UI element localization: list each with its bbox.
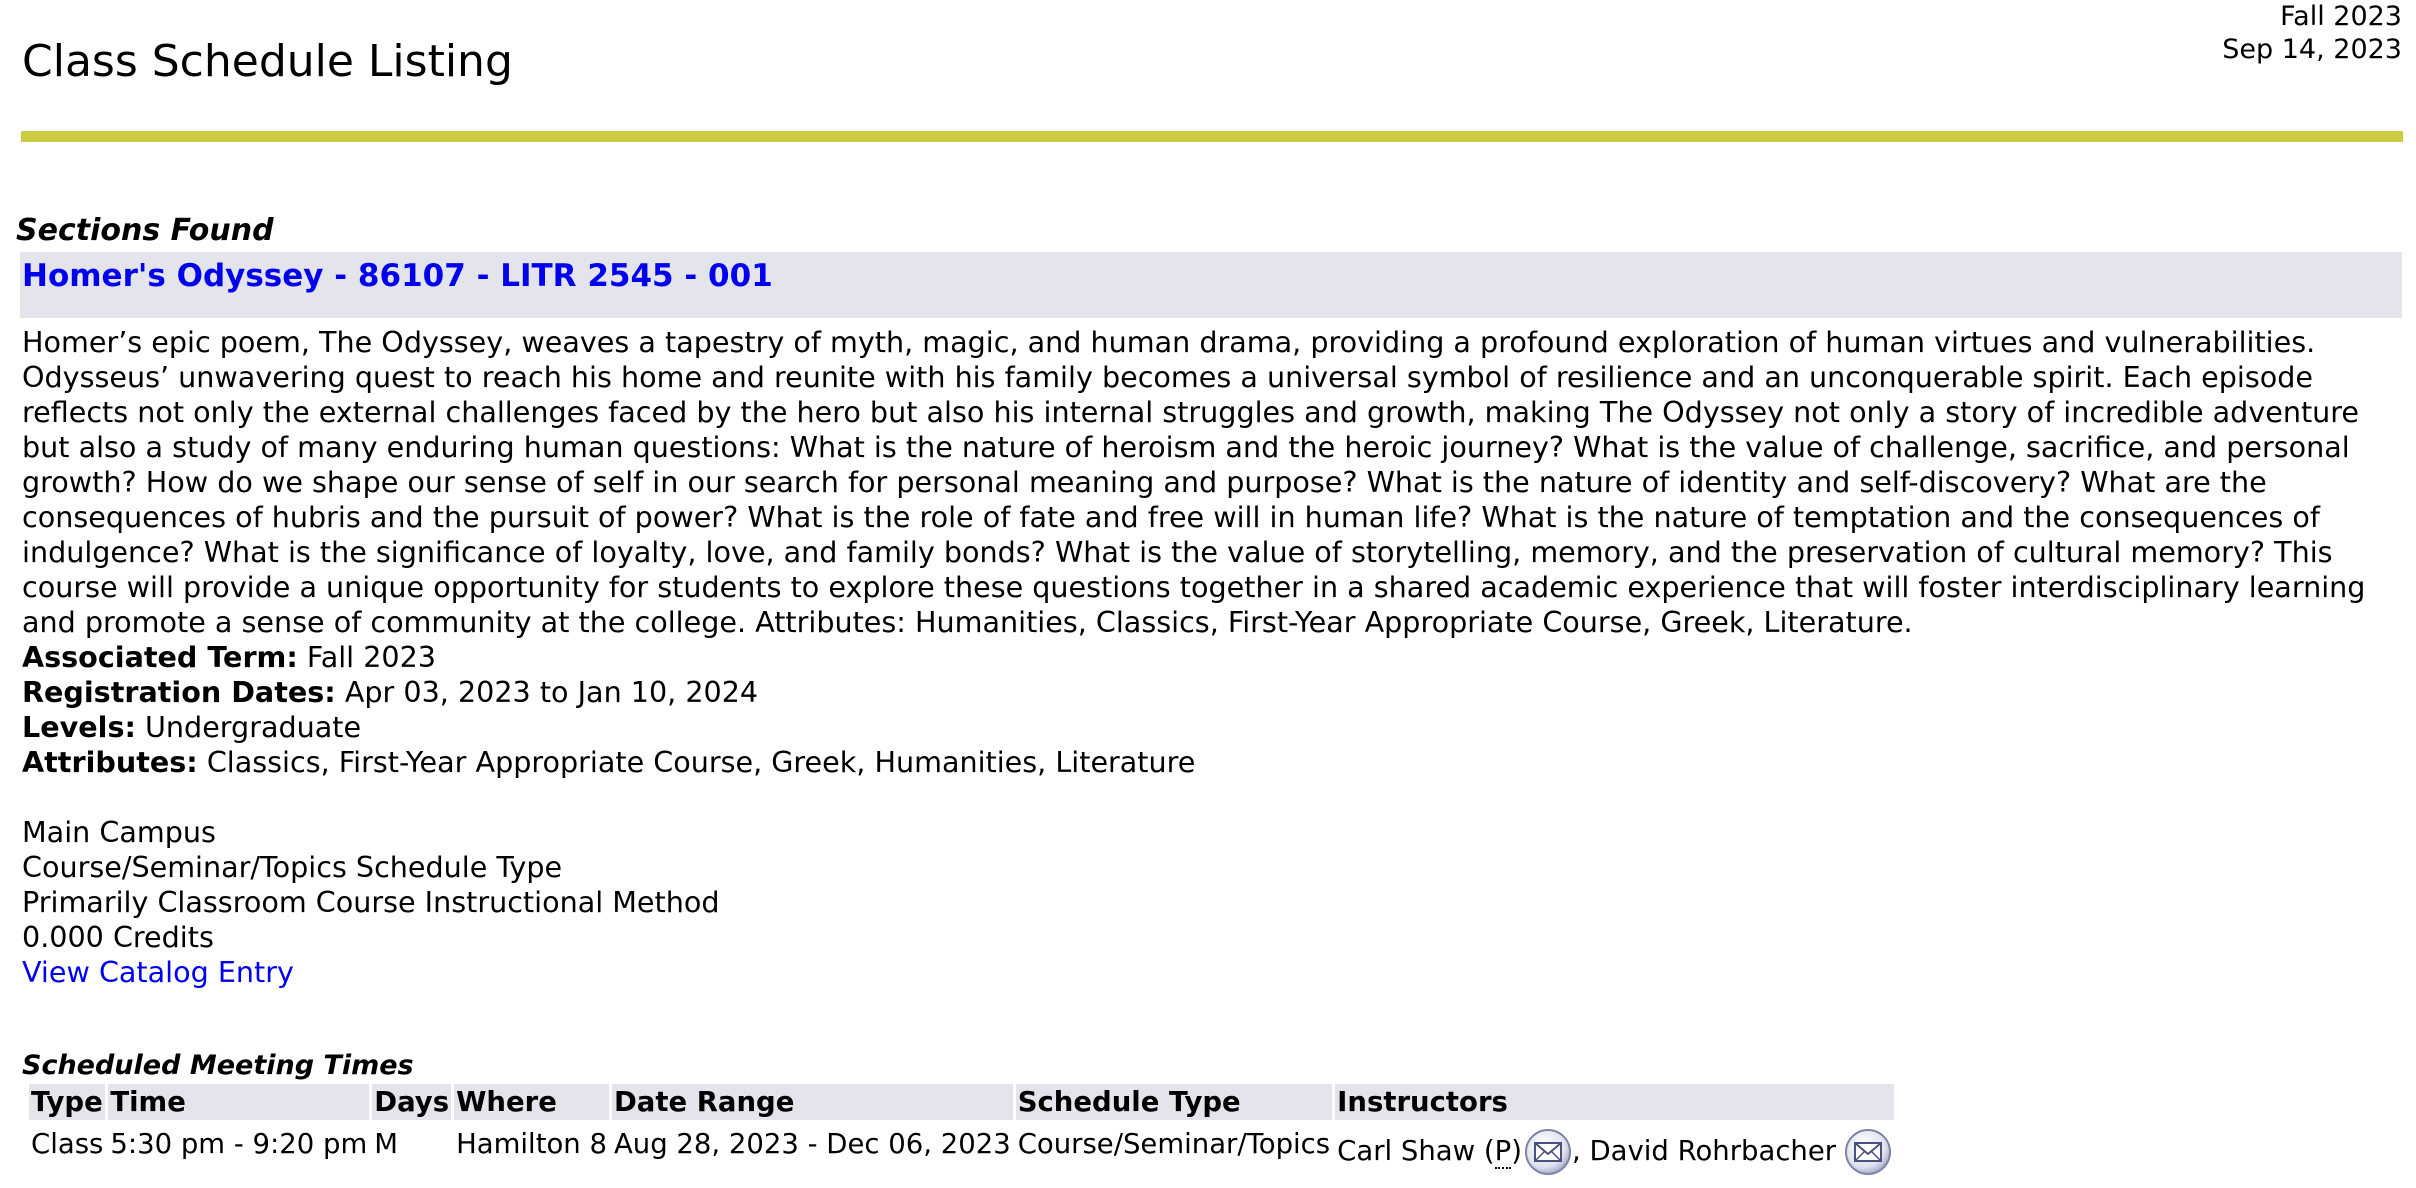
header-term: Fall 2023 — [2280, 1, 2402, 32]
sections-found-heading: Sections Found — [16, 213, 274, 248]
meeting-times-heading: Scheduled Meeting Times — [22, 1050, 414, 1081]
registration-dates-value: Apr 03, 2023 to Jan 10, 2024 — [344, 675, 759, 709]
table-row — [29, 1120, 1894, 1176]
column-header-schedule-type: Schedule Type — [1016, 1084, 1332, 1120]
instructor-separator: , — [1571, 1135, 1581, 1167]
column-header-where: Where — [454, 1084, 609, 1120]
registration-dates-row — [22, 675, 2402, 710]
section-details — [22, 325, 2402, 990]
attributes-row — [22, 745, 2402, 780]
view-catalog-entry-link[interactable]: View Catalog Entry — [22, 955, 294, 989]
section-header-band — [20, 252, 2402, 318]
levels-value: Undergraduate — [145, 710, 362, 744]
levels-row — [22, 710, 2402, 745]
email-instructor-envelope-icon-2[interactable] — [1844, 1128, 1892, 1176]
table-header-row — [29, 1084, 1894, 1120]
course-description: Homer’s epic poem, The Odyssey, weaves a tapestry of myth, magic, and human drama, providing a profound exploration of human virtues and vulnerabilities. Odysseus’ unwavering quest to reach his home and reunite with his family becomes a universal symbol of resilience and an unconquerable spirit. Each episode reflects not only the external challenges faced by the hero but also his internal struggles and growth, making The Odyssey not only a story of incredible adventure but also a study of many enduring human questions: What is the nature of heroism and the heroic journey? What is the value of challenge, sacrifice, and personal growth? How do we shape our sense of self in our search for personal meaning and purpose? What is the nature of identity and self-discovery? What are the consequences of hubris and the pursuit of power? What is the role of fate and free will in human life? What is the nature of temptation and the consequences of indulgence? What is the significance of loyalty, love, and family bonds? What is the value of storytelling, memory, and the preservation of cultural memory? This course will provide a unique opportunity for students to explore these questions together in a shared academic experience that will foster interdisciplinary learning and promote a sense of community at the college. Attributes: Humanities, Classics, First-Year Appropriate Course, Greek, Literature. — [22, 325, 2366, 639]
column-header-instructors: Instructors — [1335, 1084, 1894, 1120]
column-header-date-range: Date Range — [612, 1084, 1013, 1120]
section-title-link[interactable]: Homer's Odyssey - 86107 - LITR 2545 - 001 — [22, 258, 773, 294]
associated-term-value: Fall 2023 — [306, 640, 436, 674]
instructor-name-secondary: David Rohrbacher — [1589, 1135, 1837, 1167]
cell-where: Hamilton 8 — [456, 1128, 607, 1160]
header-info — [2222, 0, 2402, 66]
header-divider — [21, 131, 2403, 142]
attributes-label: Attributes: — [22, 745, 198, 779]
campus: Main Campus — [22, 815, 216, 849]
associated-term-row — [22, 640, 2402, 675]
cell-schedule-type: Course/Seminar/Topics — [1017, 1128, 1331, 1160]
associated-term-label: Associated Term: — [22, 640, 298, 674]
column-header-time: Time — [108, 1084, 369, 1120]
attributes-value: Classics, First-Year Appropriate Course, Greek, Humanities, Literature — [206, 745, 1196, 779]
registration-dates-label: Registration Dates: — [22, 675, 336, 709]
email-instructor-envelope-icon[interactable] — [1524, 1128, 1572, 1176]
column-header-type: Type — [29, 1084, 105, 1120]
levels-label: Levels: — [22, 710, 136, 744]
cell-time: 5:30 pm - 9:20 pm — [110, 1128, 368, 1160]
instructor-name-primary: Carl Shaw — [1337, 1135, 1476, 1167]
cell-date-range: Aug 28, 2023 - Dec 06, 2023 — [613, 1128, 1011, 1160]
header-date: Sep 14, 2023 — [2222, 34, 2402, 65]
page-title: Class Schedule Listing — [22, 36, 513, 87]
primary-instructor-marker: P — [1494, 1135, 1512, 1167]
schedule-type: Course/Seminar/Topics Schedule Type — [22, 850, 563, 884]
column-header-days: Days — [374, 1086, 450, 1118]
credits: 0.000 Credits — [22, 920, 214, 954]
cell-type: Class — [31, 1128, 104, 1160]
meeting-times-table — [26, 1084, 1897, 1176]
instructional-method: Primarily Classroom Course Instructional Method — [22, 885, 720, 919]
cell-instructors: Carl Shaw (P) , David Rohrbacher — [1335, 1120, 1894, 1176]
cell-days: M — [374, 1128, 398, 1160]
